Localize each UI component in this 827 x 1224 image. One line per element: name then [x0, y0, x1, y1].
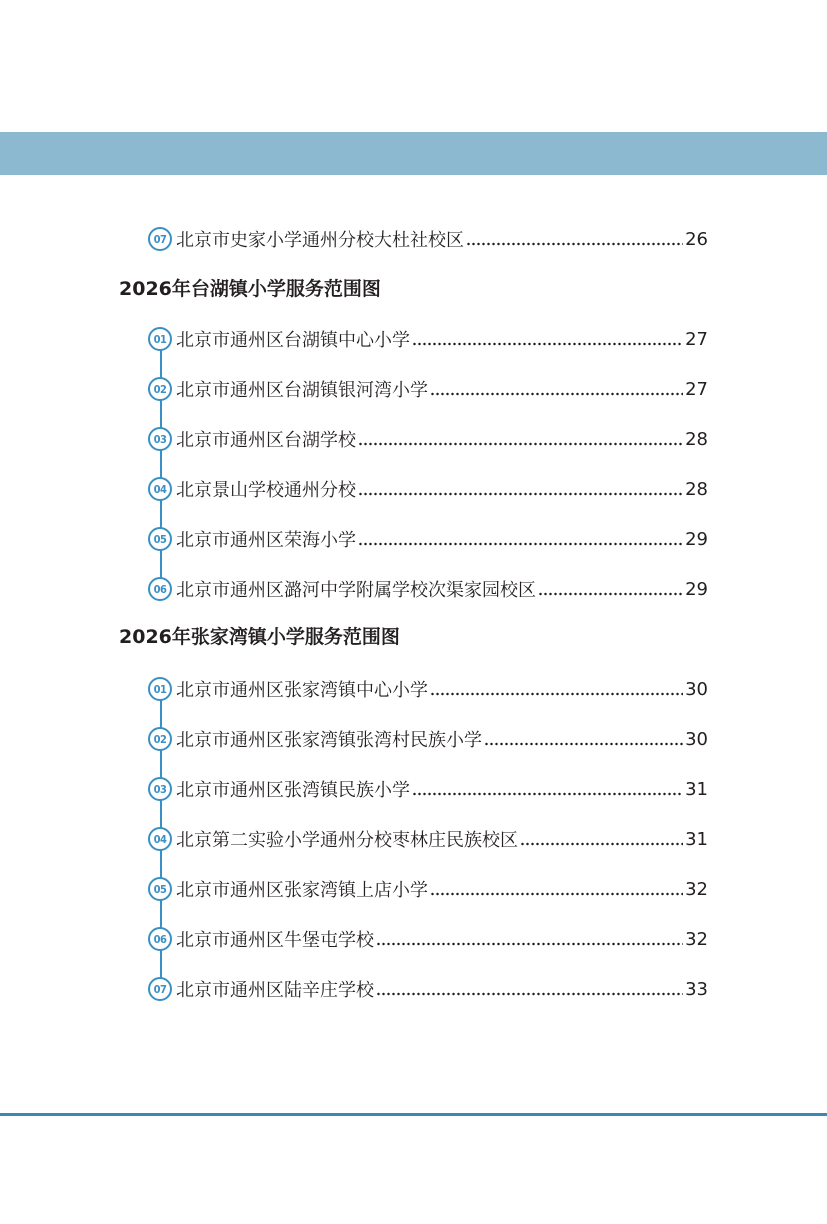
dot-leader — [430, 892, 683, 896]
entry-title: 北京市通州区张家湾镇上店小学 — [176, 880, 428, 901]
entry-page-number: 33 — [685, 978, 708, 1000]
dot-leader — [376, 942, 683, 946]
entry-page-number: 30 — [685, 678, 708, 700]
entry-number-badge: 04 — [148, 827, 172, 851]
toc-entry[interactable] — [148, 824, 708, 854]
entry-title: 北京景山学校通州分校 — [176, 480, 356, 501]
entry-page-number: 31 — [685, 828, 708, 850]
toc-entry[interactable] — [148, 524, 708, 554]
entry-title: 北京市通州区张家湾镇张湾村民族小学 — [176, 730, 482, 751]
dot-leader — [466, 242, 683, 246]
toc-entry[interactable] — [148, 324, 708, 354]
toc-entry[interactable] — [148, 874, 708, 904]
entry-title: 北京市通州区牛堡屯学校 — [176, 930, 374, 951]
entry-number-badge: 01 — [148, 677, 172, 701]
dot-leader — [358, 442, 683, 446]
header-band — [0, 132, 827, 175]
entry-number-badge: 02 — [148, 727, 172, 751]
entry-page-number: 29 — [685, 578, 708, 600]
toc-entry[interactable] — [148, 774, 708, 804]
entry-page-number: 26 — [685, 228, 708, 250]
dot-leader — [358, 542, 683, 546]
toc-entry[interactable] — [148, 724, 708, 754]
section-title-taihu: 2026年台湖镇小学服务范围图 — [119, 278, 381, 300]
entry-title: 北京市通州区张湾镇民族小学 — [176, 780, 410, 801]
toc-entry[interactable] — [148, 374, 708, 404]
entry-title: 北京市通州区台湖镇中心小学 — [176, 330, 410, 351]
dot-leader — [358, 492, 683, 496]
entry-page-number: 31 — [685, 778, 708, 800]
section-title-zhangjiawan: 2026年张家湾镇小学服务范围图 — [119, 626, 400, 648]
entry-number-badge: 03 — [148, 777, 172, 801]
toc-entry[interactable] — [148, 224, 708, 254]
dot-leader — [484, 742, 683, 746]
toc-entry[interactable] — [148, 474, 708, 504]
dot-leader — [520, 842, 683, 846]
dot-leader — [412, 792, 683, 796]
dot-leader — [430, 692, 683, 696]
entry-number-badge: 04 — [148, 477, 172, 501]
entry-number-badge: 07 — [148, 977, 172, 1001]
entry-title: 北京第二实验小学通州分校枣林庄民族校区 — [176, 830, 518, 851]
toc-entry[interactable] — [148, 924, 708, 954]
entry-number-badge: 01 — [148, 327, 172, 351]
entry-page-number: 30 — [685, 728, 708, 750]
entry-number-badge: 05 — [148, 527, 172, 551]
entry-number-badge: 06 — [148, 577, 172, 601]
footer-rule — [0, 1113, 827, 1116]
toc-entry[interactable] — [148, 674, 708, 704]
entry-title: 北京市通州区荣海小学 — [176, 530, 356, 551]
entry-page-number: 28 — [685, 428, 708, 450]
entry-title: 北京市通州区潞河中学附属学校次渠家园校区 — [176, 580, 536, 601]
toc-entry[interactable] — [148, 424, 708, 454]
entry-page-number: 32 — [685, 928, 708, 950]
entry-number-badge: 05 — [148, 877, 172, 901]
dot-leader — [538, 592, 683, 596]
entry-page-number: 28 — [685, 478, 708, 500]
entry-page-number: 29 — [685, 528, 708, 550]
entry-page-number: 27 — [685, 328, 708, 350]
entry-title: 北京市史家小学通州分校大杜社校区 — [176, 230, 464, 251]
dot-leader — [430, 392, 683, 396]
entry-page-number: 27 — [685, 378, 708, 400]
dot-leader — [412, 342, 683, 346]
entry-number-badge: 02 — [148, 377, 172, 401]
entry-number-badge: 03 — [148, 427, 172, 451]
entry-title: 北京市通州区台湖镇银河湾小学 — [176, 380, 428, 401]
toc-entry[interactable] — [148, 574, 708, 604]
toc-entry[interactable] — [148, 974, 708, 1004]
entry-title: 北京市通州区张家湾镇中心小学 — [176, 680, 428, 701]
entry-number-badge: 07 — [148, 227, 172, 251]
entry-page-number: 32 — [685, 878, 708, 900]
entry-title: 北京市通州区陆辛庄学校 — [176, 980, 374, 1001]
dot-leader — [376, 992, 683, 996]
entry-number-badge: 06 — [148, 927, 172, 951]
entry-title: 北京市通州区台湖学校 — [176, 430, 356, 451]
